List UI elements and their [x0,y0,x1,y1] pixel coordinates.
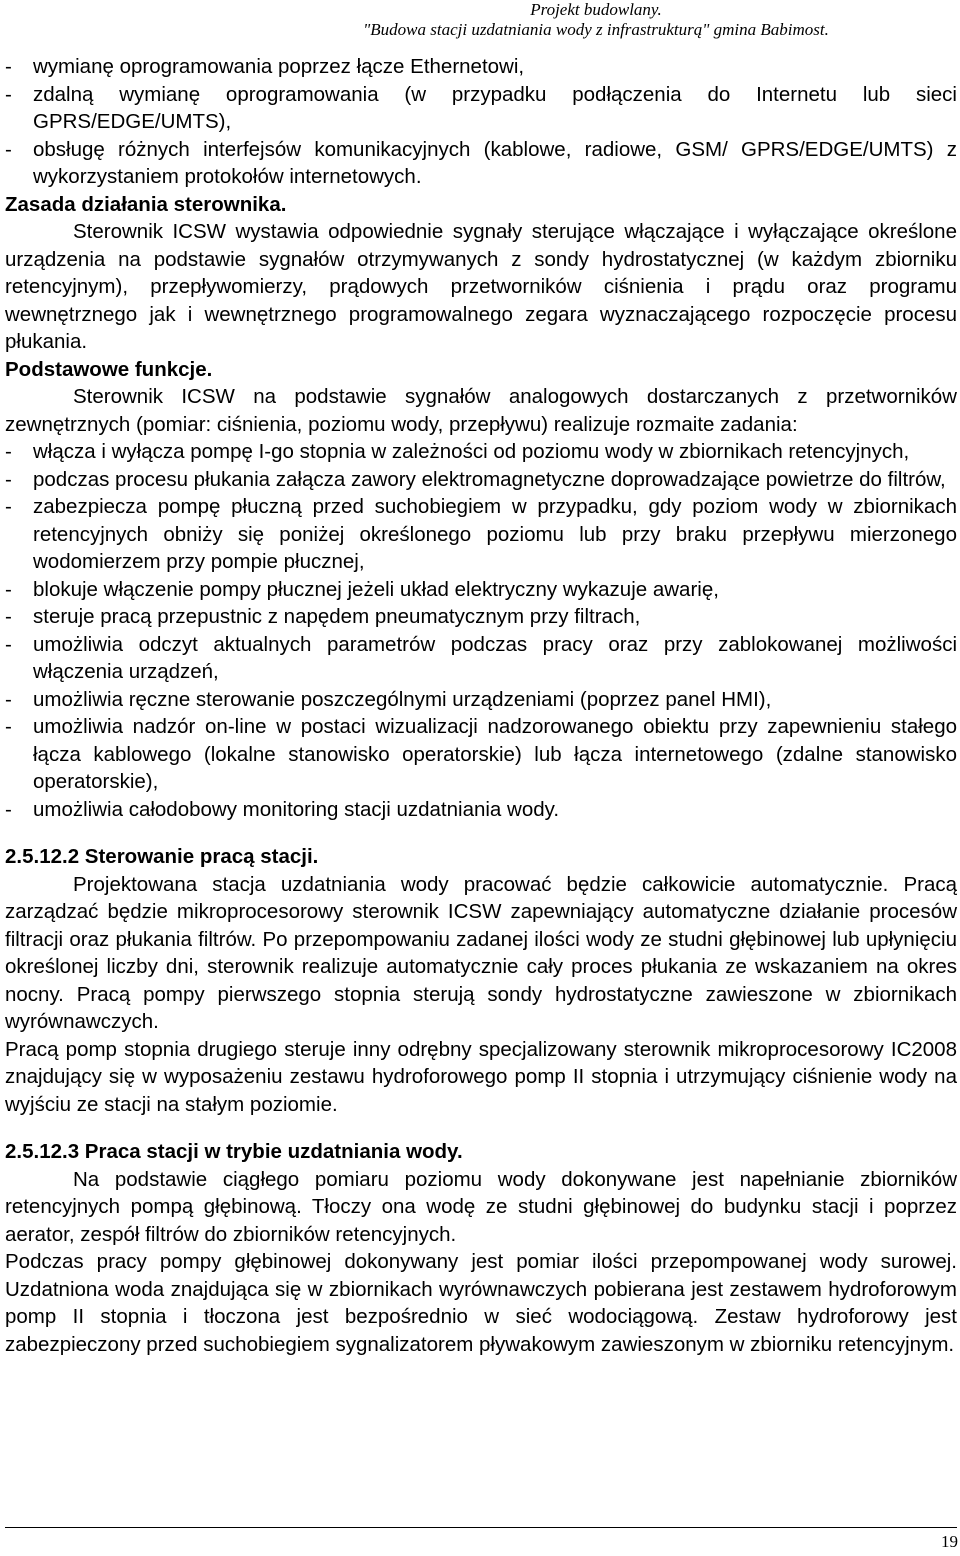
dash-bullet: - [5,715,12,738]
list-item: - umożliwia odczyt aktualnych parametrów podczas pracy oraz przy zablokowanej możliwości włączenia urządzeń, [5,631,957,686]
dash-bullet: - [5,495,12,518]
header-title: "Budowa stacji uzdatniania wody z infrastrukturą" gmina Babimost. [363,20,829,39]
section-heading: Podstawowe funkcje. [5,357,213,381]
dash-bullet: - [5,440,12,463]
paragraph: Projektowana stacja uzdatniania wody pracować będzie całkowicie automatycznie. Pracą zarządzać będzie mikroprocesorowy sterownik ICSW zapewniający automatyczne działanie procesów filtracji oraz płukania filtrów. Po przepompowaniu zadanej ilości wody ze studni głębinowej lub upłynięciu określonej liczby dni, sterownik realizuje automatycznie cały proces płukania ze wskazaniem na okres nocny. Pracą pompy pierwszego stopnia sterują sondy hydrostatyczne zawieszone w zbiornikach wyrównawczych. [5,872,957,1033]
dash-bullet: - [5,55,12,78]
list-item: - zdalną wymianę oprogramowania (w przypadku podłączenia do Internetu lub sieci GPRS/EDGE/UMTS), [5,81,957,136]
paragraph: Sterownik ICSW na podstawie sygnałów analogowych dostarczanych z przetworników zewnętrznych (pomiar: ciśnienia, poziomu wody, przepływu) realizuje rozmaite zadania: [5,385,957,436]
paragraph: Na podstawie ciągłego pomiaru poziomu wody dokonywane jest napełnianie zbiorników retencyjnych pompą głębinową. Tłoczy ona wodę ze studni głębinowej do budynku stacji i poprzez aerator, zespół filtrów do zbiorników retencyjnych. [5,1167,957,1246]
list-item: - wymianę oprogramowania poprzez łącze Ethernetowi, [5,53,957,81]
paragraph: Podczas pracy pompy głębinowej dokonywany jest pomiar ilości przepompowanej wody surowej. Uzdatniona woda znajdująca się w zbiornikach wyrównawczych pobierana jest zestawem hydroforowym pomp II stopnia i tłoczona jest bezpośrednio w sieć wodociągową. Zestaw hydroforowy jest zabezpieczony przed suchobiegiem sygnalizatorem pływakowym zawieszonym w zbiorniku retencyjnym. [5,1250,957,1356]
document-body [5,53,957,1358]
header-project: Projekt budowlany. [530,0,662,19]
list-item: - podczas procesu płukania załącza zawory elektromagnetyczne doprowadzające powietrze do filtrów, [5,466,957,494]
list-item: - umożliwia nadzór on-line w postaci wizualizacji nadzorowanego obiektu przy zapewnieniu stałego łącza kablowego (lokalne stanowisko operatorskie) lub łącza internetowego (zdalne stanowisko operatorskie), [5,713,957,796]
dash-bullet: - [5,137,12,161]
dash-bullet: - [5,687,12,711]
footer-rule [5,1527,957,1528]
paragraph: Sterownik ICSW wystawia odpowiednie sygnały sterujące włączające i wyłączające określone urządzenia na podstawie sygnałów otrzymywanych z sondy hydrostatycznej (w każdym zbiorniku retencyjnym), przepływomierzy, prądowych przetworników ciśnienia i prądu oraz programu wewnętrznego jak i wewnętrznego programowalnego zegara wyznaczającego rozpoczęcie procesu płukania. [5,220,957,353]
dash-bullet: - [5,467,12,491]
list-item: - zabezpiecza pompę płuczną przed suchobiegiem w przypadku, gdy poziom wody w zbiornikach retencyjnych obniży się poniżej określonego poziomu lub przy braku przepływu mierzonego wodomierzem przy pompie płucznej, [5,493,957,576]
list-item: - blokuje włączenie pompy płucznej jeżeli układ elektryczny wykazuje awarię, [5,576,957,604]
section-heading: 2.5.12.3 Praca stacji w trybie uzdatniania wody. [5,1140,463,1163]
paragraph: Pracą pomp stopnia drugiego steruje inny odrębny specjalizowany sterownik mikroprocesorowy IC2008 znajdujący się w wyposażeniu zestawu hydroforowego pomp II stopnia i utrzymujący ciśnienie wody na wyjściu ze stacji na stałym poziomie. [5,1037,957,1116]
dash-bullet: - [5,577,12,601]
list-item: - umożliwia całodobowy monitoring stacji uzdatniania wody. [5,796,957,824]
list-item: - steruje pracą przepustnic z napędem pneumatycznym przy filtrach, [5,603,957,631]
dash-bullet: - [5,605,12,628]
page-header [246,0,946,40]
list-functions-1 [5,53,957,191]
page-number: 19 [941,1532,958,1551]
section-heading: Zasada działania sterownika. [5,192,287,216]
dash-bullet: - [5,632,12,656]
list-item: - obsługę różnych interfejsów komunikacyjnych (kablowe, radiowe, GSM/ GPRS/EDGE/UMTS) z wykorzystaniem protokołów internetowych. [5,136,957,191]
list-functions-2 [5,438,957,823]
section-heading: 2.5.12.2 Sterowanie pracą stacji. [5,845,319,868]
list-item: - umożliwia ręczne sterowanie poszczególnymi urządzeniami (poprzez panel HMI), [5,686,957,714]
list-item: - włącza i wyłącza pompę I-go stopnia w zależności od poziomu wody w zbiornikach retencyjnych, [5,438,957,466]
dash-bullet: - [5,82,12,106]
dash-bullet: - [5,797,12,821]
